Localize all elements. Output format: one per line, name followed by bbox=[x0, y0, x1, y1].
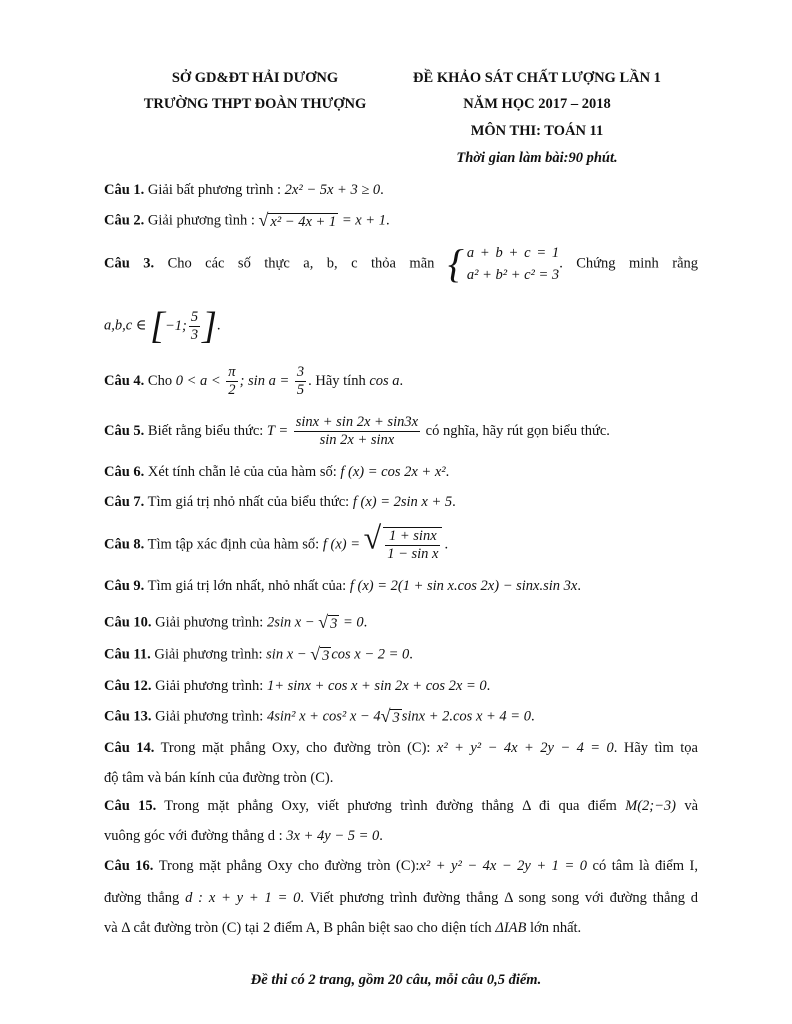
question-label: Câu 10. bbox=[104, 614, 152, 631]
question-text: Cho các số thực a, b, c thỏa mãn bbox=[167, 255, 435, 272]
school-name: TRƯỜNG THPT ĐOÀN THƯỢNG bbox=[143, 96, 367, 112]
question-9: Câu 9. Tìm giá trị lớn nhất, nhỏ nhất của: f (x) = 2(1 + sin x.cos 2x) − sinx.sin 3x. bbox=[104, 578, 581, 594]
department-name: SỞ GD&ĐT HẢI DƯƠNG bbox=[171, 70, 339, 86]
question-label: Câu 6. bbox=[104, 464, 145, 480]
question-text: Giải bất phương trình : bbox=[147, 182, 282, 198]
school-year: NĂM HỌC 2017 – 2018 bbox=[463, 96, 611, 112]
question-11: Câu 11. Giải phương trình: sin x − √ 3 cos x − 2 = 0. bbox=[104, 644, 413, 664]
radical: √ $\frac{1 + \sin x}{\text{1 − sin x}}$ bbox=[364, 527, 445, 563]
question-label: Câu 7. bbox=[104, 494, 145, 510]
question-16-line3: và Δ cắt đường tròn (C) tại 2 điểm A, B phân biệt sao cho diện tích ΔIAB lớn nhất. bbox=[104, 920, 582, 936]
subject: MÔN THI: TOÁN 11 bbox=[470, 123, 604, 139]
time-limit: Thời gian làm bài:90 phút. bbox=[456, 150, 618, 166]
question-label: Câu 5. bbox=[104, 422, 145, 439]
question-13: Câu 13. Giải phương trình: 4sin² x + cos² x − 4√ 3 sinx + 2.cos x + 4 = 0. bbox=[104, 706, 535, 726]
question-label: Câu 9. bbox=[104, 578, 145, 594]
question-14: Câu 14. Trong mặt phẳng Oxy, cho đường tròn (C): x² + y² − 4x + 2y − 4 = 0. Hãy tìm tọa bbox=[104, 740, 698, 756]
question-14-cont: độ tâm và bán kính của đường tròn (C). bbox=[104, 770, 334, 786]
question-6: Câu 6. Xét tính chẵn lẻ của của hàm số: f (x) = cos 2x + x². bbox=[104, 464, 450, 480]
question-label: Câu 14. bbox=[104, 740, 155, 756]
question-label: Câu 13. bbox=[104, 708, 152, 725]
exam-title: ĐỀ KHẢO SÁT CHẤT LƯỢNG LẦN 1 bbox=[413, 70, 661, 86]
interval: [ −1; $\frac{5}{3}$ ] bbox=[150, 305, 217, 347]
question-10: Câu 10. Giải phương trình: 2sin x − √ 3 = 0. bbox=[104, 612, 368, 632]
equation-system: { a + b + c = 1 a² + b² + c² = 3 bbox=[447, 241, 560, 286]
radical: √ 3 bbox=[318, 612, 338, 632]
question-15: Câu 15. Trong mặt phẳng Oxy, viết phương trình đường thẳng Δ đi qua điểm M(2;−3) và bbox=[104, 798, 698, 814]
question-7: Câu 7. Tìm giá trị nhỏ nhất của biểu thức: f (x) = 2sin x + 5. bbox=[104, 494, 456, 510]
question-label: Câu 3. bbox=[104, 255, 155, 272]
question-2: Câu 2. Giải phương tình : √ x² − 4x + 1 = x + 1. bbox=[104, 210, 390, 230]
question-16-line2: đường thẳng d : x + y + 1 = 0. Viết phương trình đường thẳng Δ song song với đường thẳng d bbox=[104, 890, 699, 906]
question-5: Câu 5. Biết rằng biểu thức: T = $\frac{\sin x + \sin 2x + \sin 3x}{\sin 2x + \sin x}$ có nghĩa, hãy rút gọn biểu thức. bbox=[104, 414, 610, 448]
question-label: Câu 15. bbox=[104, 798, 157, 814]
question-16: Câu 16. Trong mặt phẳng Oxy cho đường tròn (C):x² + y² − 4x − 2y + 1 = 0 có tâm là điểm I, bbox=[104, 858, 698, 874]
question-3-cont: a,b,c ∈ [ −1; $\frac{5}{3}$ ] . bbox=[104, 305, 221, 347]
question-label: Câu 2. bbox=[104, 212, 145, 229]
question-12: Câu 12. Giải phương trình: 1+ sinx + cos x + sin 2x + cos 2x = 0. bbox=[104, 678, 491, 694]
page-footer: Đề thi có 2 trang, gồm 20 câu, mỗi câu 0,5 điểm. bbox=[250, 972, 542, 988]
radical: √ x² − 4x + 1 bbox=[258, 210, 337, 230]
question-15-cont: vuông góc với đường thẳng d : 3x + 4y − 5 = 0. bbox=[104, 828, 383, 844]
math-expr: 2x² − 5x + 3 ≥ 0 bbox=[284, 182, 381, 198]
question-3: Câu 3. Cho các số thực a, b, c thỏa mãn { a + b + c = 1 a² + b² + c² = 3 . Chứng minh rằng bbox=[104, 241, 699, 286]
question-4: Câu 4. Cho 0 < a < $\frac{\pi}{2}$ ; sin a = $\frac{3}{5}$ . Hãy tính cos a. bbox=[104, 364, 404, 398]
question-1: Câu 1. Giải bất phương trình : 2x² − 5x + 3 ≥ 0. bbox=[104, 182, 384, 198]
question-text: Giải phương tình : bbox=[147, 212, 255, 229]
radical: √ 3 bbox=[310, 644, 330, 664]
question-label: Câu 12. bbox=[104, 678, 152, 694]
question-label: Câu 4. bbox=[104, 372, 145, 389]
question-label: Câu 16. bbox=[104, 858, 154, 874]
radical: √ 3 bbox=[380, 706, 400, 726]
question-label: Câu 1. bbox=[104, 182, 145, 198]
question-8: Câu 8. Tìm tập xác định của hàm số: f (x) = √ $\frac{1 + \sin x}{\text{1 − sin x}}$ . bbox=[104, 519, 449, 562]
question-label: Câu 8. bbox=[104, 536, 145, 553]
question-label: Câu 11. bbox=[104, 646, 151, 663]
